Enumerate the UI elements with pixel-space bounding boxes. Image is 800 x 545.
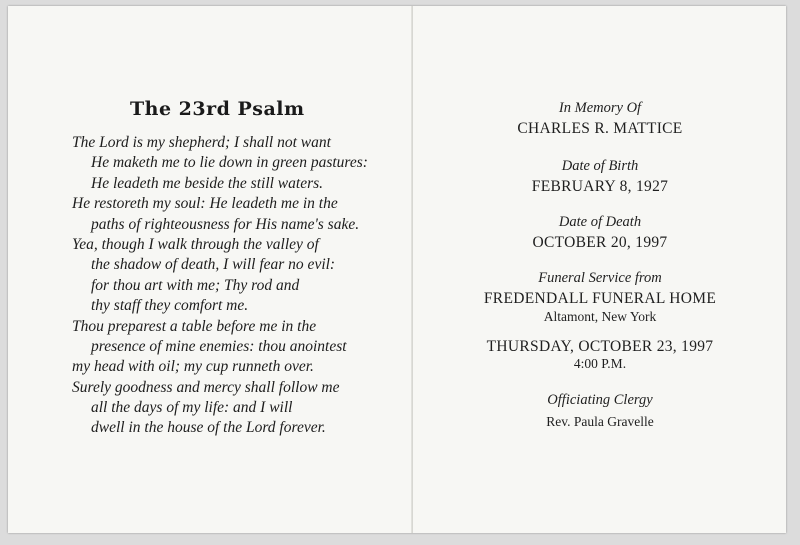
birth-label: Date of Birth xyxy=(561,158,639,174)
death-label: Date of Death xyxy=(558,214,642,230)
psalm-line: my head with oil; my cup runneth over. xyxy=(72,358,314,376)
psalm-line: presence of mine enemies: thou anointest xyxy=(91,337,347,355)
psalm-line: the shadow of death, I will fear no evil: xyxy=(91,256,336,274)
psalm-line: He leadeth me beside the still waters. xyxy=(91,174,324,192)
psalm-line: all the days of my life: and I will xyxy=(91,399,293,417)
psalm-line: paths of righteousness for His name's sake. xyxy=(91,215,360,233)
psalm-line: The Lord is my shepherd; I shall not want xyxy=(72,134,331,151)
psalm-line: He maketh me to lie down in green pastures: xyxy=(91,154,368,172)
psalm-line: for thou art with me; Thy rod and xyxy=(91,276,300,294)
deceased-name: CHARLES R. MATTICE xyxy=(517,120,683,137)
psalm-line: Yea, though I walk through the valley of xyxy=(72,235,319,253)
psalm-line: Thou preparest a table before me in the xyxy=(72,317,317,335)
psalm-title: The 23rd Psalm xyxy=(130,98,305,120)
funeral-location: Altamont, New York xyxy=(543,309,657,324)
clergy-label: Officiating Clergy xyxy=(547,392,653,408)
psalm-line: thy staff they comfort me. xyxy=(91,297,249,315)
psalm-line: He restoreth my soul: He leadeth me in the xyxy=(72,195,338,213)
psalm-line: dwell in the house of the Lord forever. xyxy=(91,419,326,437)
in-memory-label: In Memory Of xyxy=(558,100,642,116)
birth-date: FEBRUARY 8, 1927 xyxy=(531,178,669,195)
service-date: THURSDAY, OCTOBER 23, 1997 xyxy=(486,338,714,355)
funeral-home: FREDENDALL FUNERAL HOME xyxy=(483,290,717,307)
service-label: Funeral Service from xyxy=(538,270,662,286)
clergy-name: Rev. Paula Gravelle xyxy=(546,414,654,429)
service-time: 4:00 P.M. xyxy=(573,356,627,371)
death-date: OCTOBER 20, 1997 xyxy=(532,234,668,251)
psalm-text xyxy=(72,133,392,439)
psalm-line: Surely goodness and mercy shall follow me xyxy=(72,378,340,396)
card-fold-line xyxy=(411,6,413,533)
